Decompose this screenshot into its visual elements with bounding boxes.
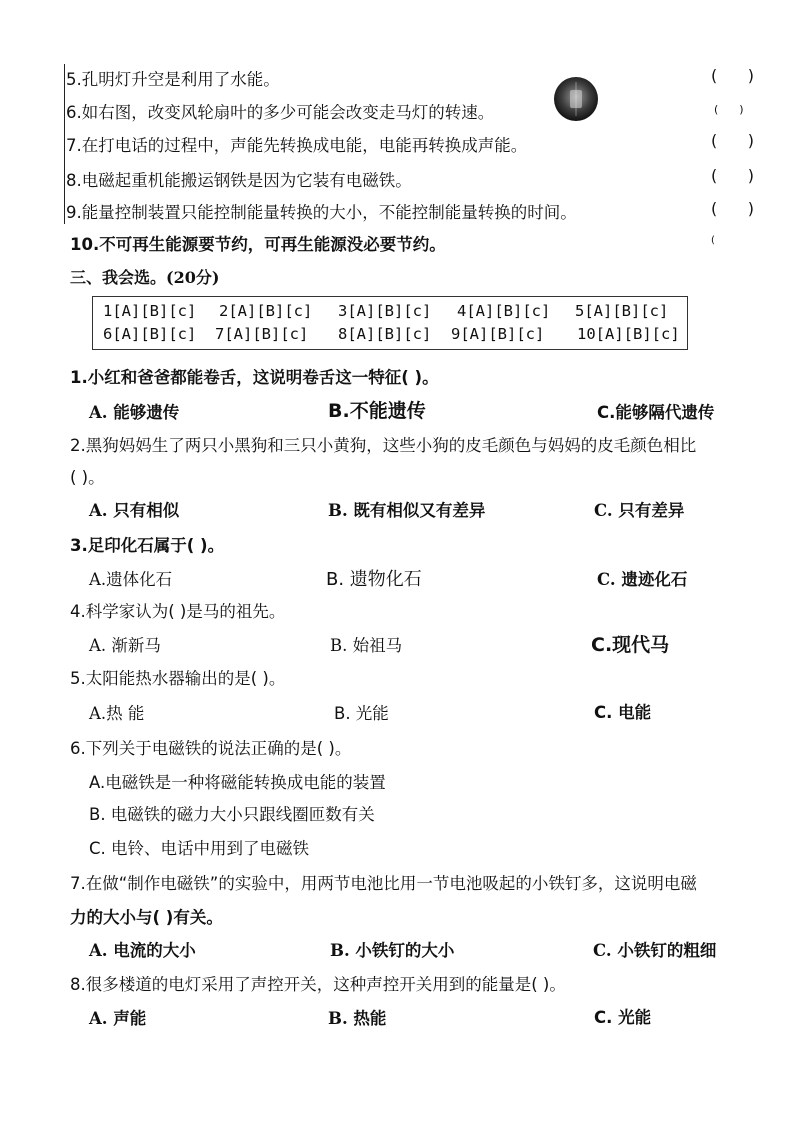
q4-option-a[interactable]: A. 渐新马	[89, 636, 161, 655]
tf-paren-9[interactable]: ( )	[711, 199, 754, 218]
question-6-stem: 6.下列关于电磁铁的说法正确的是( )。	[70, 739, 352, 758]
q6-option-b[interactable]: B. 电磁铁的磁力大小只跟线圈匝数有关	[89, 805, 375, 824]
question-2-stem: 2.黑狗妈妈生了两只小黑狗和三只小黄狗，这些小狗的皮毛颜色与妈妈的皮毛颜色相比	[70, 436, 697, 455]
answer-grid	[92, 296, 688, 350]
question-4-stem: 4.科学家认为( )是马的祖先。	[70, 602, 286, 621]
lantern-photo-icon	[553, 76, 599, 122]
question-7-stem: 7.在做“制作电磁铁”的实验中，用两节电池比用一节电池吸起的小铁钉多，这说明电磁	[70, 874, 697, 893]
q8-option-a[interactable]: A. 声能	[89, 1009, 147, 1028]
grid-cell[interactable]: 6[A][B][c]	[103, 325, 197, 343]
grid-cell[interactable]: 5[A][B][c]	[575, 302, 669, 320]
tf-paren-8[interactable]: ( )	[711, 166, 754, 185]
q8-option-b[interactable]: B. 热能	[328, 1009, 387, 1028]
grid-cell[interactable]: 10[A][B][c]	[577, 325, 680, 343]
q7-option-c[interactable]: C. 小铁钉的粗细	[593, 941, 717, 960]
q1-option-b[interactable]: B.不能遗传	[328, 400, 426, 422]
q3-option-b[interactable]: B. 遗物化石	[326, 569, 422, 590]
q4-option-c[interactable]: C.现代马	[591, 634, 670, 656]
q2-option-c[interactable]: C. 只有差异	[594, 501, 685, 520]
margin-line	[64, 64, 65, 224]
q5-option-b[interactable]: B. 光能	[334, 704, 389, 723]
grid-cell[interactable]: 7[A][B][c]	[215, 325, 309, 343]
tf-item-6: 6.如右图，改变风轮扇叶的多少可能会改变走马灯的转速。	[66, 103, 495, 122]
grid-cell[interactable]: 9[A][B][c]	[451, 325, 545, 343]
question-5-stem: 5.太阳能热水器输出的是( )。	[70, 669, 286, 688]
grid-cell[interactable]: 4[A][B][c]	[457, 302, 551, 320]
q8-option-c[interactable]: C. 光能	[594, 1008, 652, 1027]
q3-option-a[interactable]: A.遗体化石	[89, 570, 173, 589]
tf-item-7: 7.在打电话的过程中，声能先转换成电能，电能再转换成声能。	[66, 136, 528, 155]
q2-option-a[interactable]: A. 只有相似	[89, 501, 180, 520]
tf-paren-5[interactable]: ( )	[711, 66, 754, 85]
section-title: 三、我会选。(20分)	[70, 268, 220, 287]
grid-cell[interactable]: 1[A][B][c]	[103, 302, 197, 320]
q1-option-c[interactable]: C.能够隔代遗传	[597, 403, 715, 422]
q6-option-c[interactable]: C. 电铃、电话中用到了电磁铁	[89, 839, 310, 858]
question-3-stem: 3.足印化石属于( )。	[70, 536, 225, 555]
tf-item-9: 9.能量控制装置只能控制能量转换的大小，不能控制能量转换的时间。	[66, 203, 577, 222]
grid-cell[interactable]: 2[A][B][c]	[219, 302, 313, 320]
grid-cell[interactable]: 8[A][B][c]	[338, 325, 432, 343]
tf-item-10: 10.不可再生能源要节约，可再生能源没必要节约。	[70, 235, 446, 254]
q7-option-a[interactable]: A. 电流的大小	[89, 941, 196, 960]
q3-option-c[interactable]: C. 遗迹化石	[597, 570, 688, 589]
question-8-stem: 8.很多楼道的电灯采用了声控开关，这种声控开关用到的能量是( )。	[70, 975, 566, 994]
question-2-stem-cont: ( )。	[70, 468, 105, 487]
q2-option-b[interactable]: B. 既有相似又有差异	[328, 501, 486, 520]
q7-option-b[interactable]: B. 小铁钉的大小	[330, 941, 455, 960]
q4-option-b[interactable]: B. 始祖马	[330, 636, 403, 655]
q6-option-a[interactable]: A.电磁铁是一种将磁能转换成电能的装置	[89, 773, 386, 792]
tf-item-8: 8.电磁起重机能搬运钢铁是因为它装有电磁铁。	[66, 171, 412, 190]
tf-item-5: 5.孔明灯升空是利用了水能。	[66, 70, 280, 89]
tf-paren-10[interactable]: (	[711, 235, 715, 246]
tf-paren-7[interactable]: ( )	[711, 131, 754, 150]
grid-cell[interactable]: 3[A][B][c]	[338, 302, 432, 320]
question-1-stem: 1.小红和爸爸都能卷舌，这说明卷舌这一特征( )。	[70, 368, 439, 387]
q1-option-a[interactable]: A. 能够遗传	[89, 403, 180, 422]
q5-option-c[interactable]: C. 电能	[594, 703, 652, 722]
tf-paren-6[interactable]: ( )	[714, 103, 744, 116]
q5-option-a[interactable]: A.热 能	[89, 704, 145, 723]
question-7-stem-cont: 力的大小与( )有关。	[70, 908, 223, 927]
